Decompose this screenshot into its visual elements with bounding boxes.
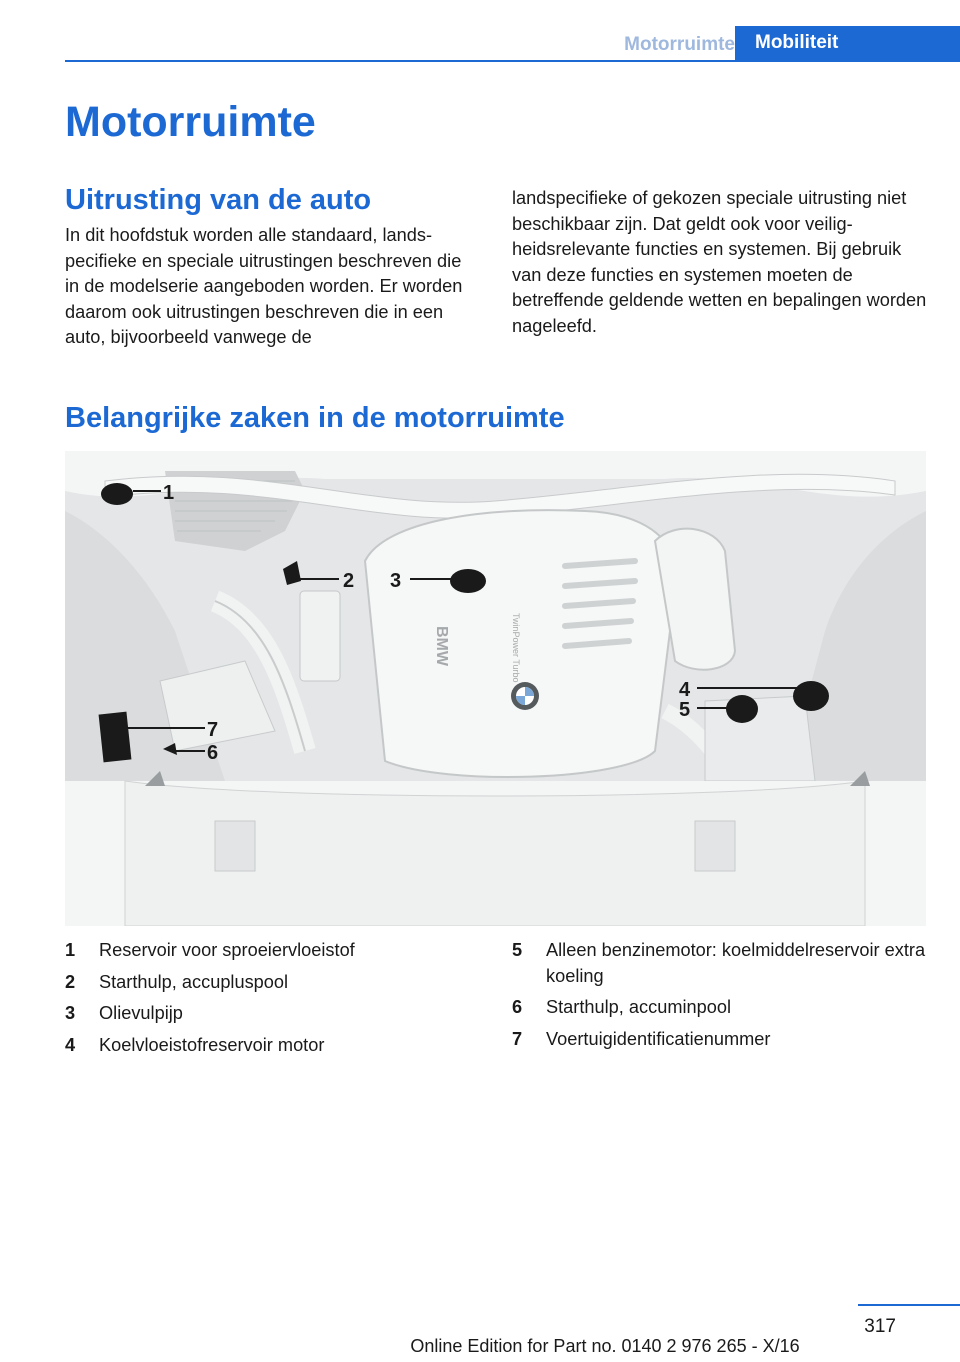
engine-bay-illustration: [65, 451, 926, 926]
legend-number: 5: [512, 940, 523, 960]
legend-text: Voertuigidentificatienummer: [546, 1028, 771, 1049]
legend-item: [512, 938, 932, 989]
page-title: Motorruimte: [65, 98, 316, 146]
callout-6: 6: [207, 742, 219, 764]
legend-item: [65, 1033, 485, 1059]
callout-4: 4: [679, 679, 691, 701]
legend-item: [65, 938, 485, 964]
legend-number: 6: [512, 997, 523, 1018]
equipment-text-right: landspecifieke of gekozen speciale uitrusting niet beschikbaar zijn. Dat geldt ook voor veiligheidsrelevante functies en systemen. Bij gebruik van deze functies en systemen moeten de betreffende geldende wetten en bepalingen worden nageleefd.: [512, 188, 927, 336]
callout-1: 1: [163, 482, 175, 504]
callout-2: 2: [343, 570, 355, 592]
page-number: 317: [864, 1316, 896, 1337]
legend-number: 4: [65, 1034, 76, 1055]
legend-item: [512, 995, 932, 1021]
equipment-text-left: In dit hoofdstuk worden alle standaard, landspecifieke en speciale uitrustingen beschreven die in de modelserie aangeboden worden. Er worden daarom ook uitrustingen beschreven die in een auto, bijvoorbeeld vanwege de: [65, 225, 463, 348]
legend-text: Alleen benzinemotor: koelmiddelreservoir extra koeling: [546, 940, 926, 986]
engine-bay-heading: Belangrijke zaken in de motorruimte: [65, 402, 565, 434]
legend-number: 3: [65, 1003, 76, 1024]
legend-item: [65, 1001, 485, 1027]
cover-logo-text: BMW: [433, 626, 450, 666]
callout-7: 7: [207, 719, 219, 741]
legend-number: 7: [512, 1028, 523, 1049]
footer-rule: [858, 1304, 960, 1306]
legend-right: [512, 938, 932, 1058]
legend-text: Koelvloeistofreservoir motor: [99, 1034, 325, 1055]
callout-5: 5: [679, 699, 691, 721]
legend-item: [512, 1027, 932, 1053]
legend-number: 2: [65, 971, 76, 992]
edition-footer: Online Edition for Part no. 0140 2 976 265 - X/16: [410, 1336, 800, 1356]
legend-number: 1: [65, 940, 76, 960]
page-header: [65, 26, 960, 62]
legend-item: [65, 970, 485, 996]
equipment-column-right: [512, 186, 932, 340]
legend-text: Starthulp, accupluspool: [99, 971, 289, 992]
chapter-tab[interactable]: Mobiliteit: [735, 26, 960, 62]
legend-text: Reservoir voor sproeiervloeistof: [99, 940, 355, 960]
cover-engine-text: TwinPower Turbo: [511, 613, 521, 683]
legend-left: [65, 938, 485, 1064]
legend-text: Starthulp, accuminpool: [546, 997, 732, 1018]
callout-3: 3: [390, 570, 402, 592]
legend-text: Olievulpijp: [99, 1003, 183, 1024]
equipment-heading: Uitrusting van de auto: [65, 184, 372, 216]
header-rule: [65, 60, 960, 62]
section-tab[interactable]: Motorruimte: [624, 34, 735, 55]
equipment-column-left: [65, 184, 475, 351]
